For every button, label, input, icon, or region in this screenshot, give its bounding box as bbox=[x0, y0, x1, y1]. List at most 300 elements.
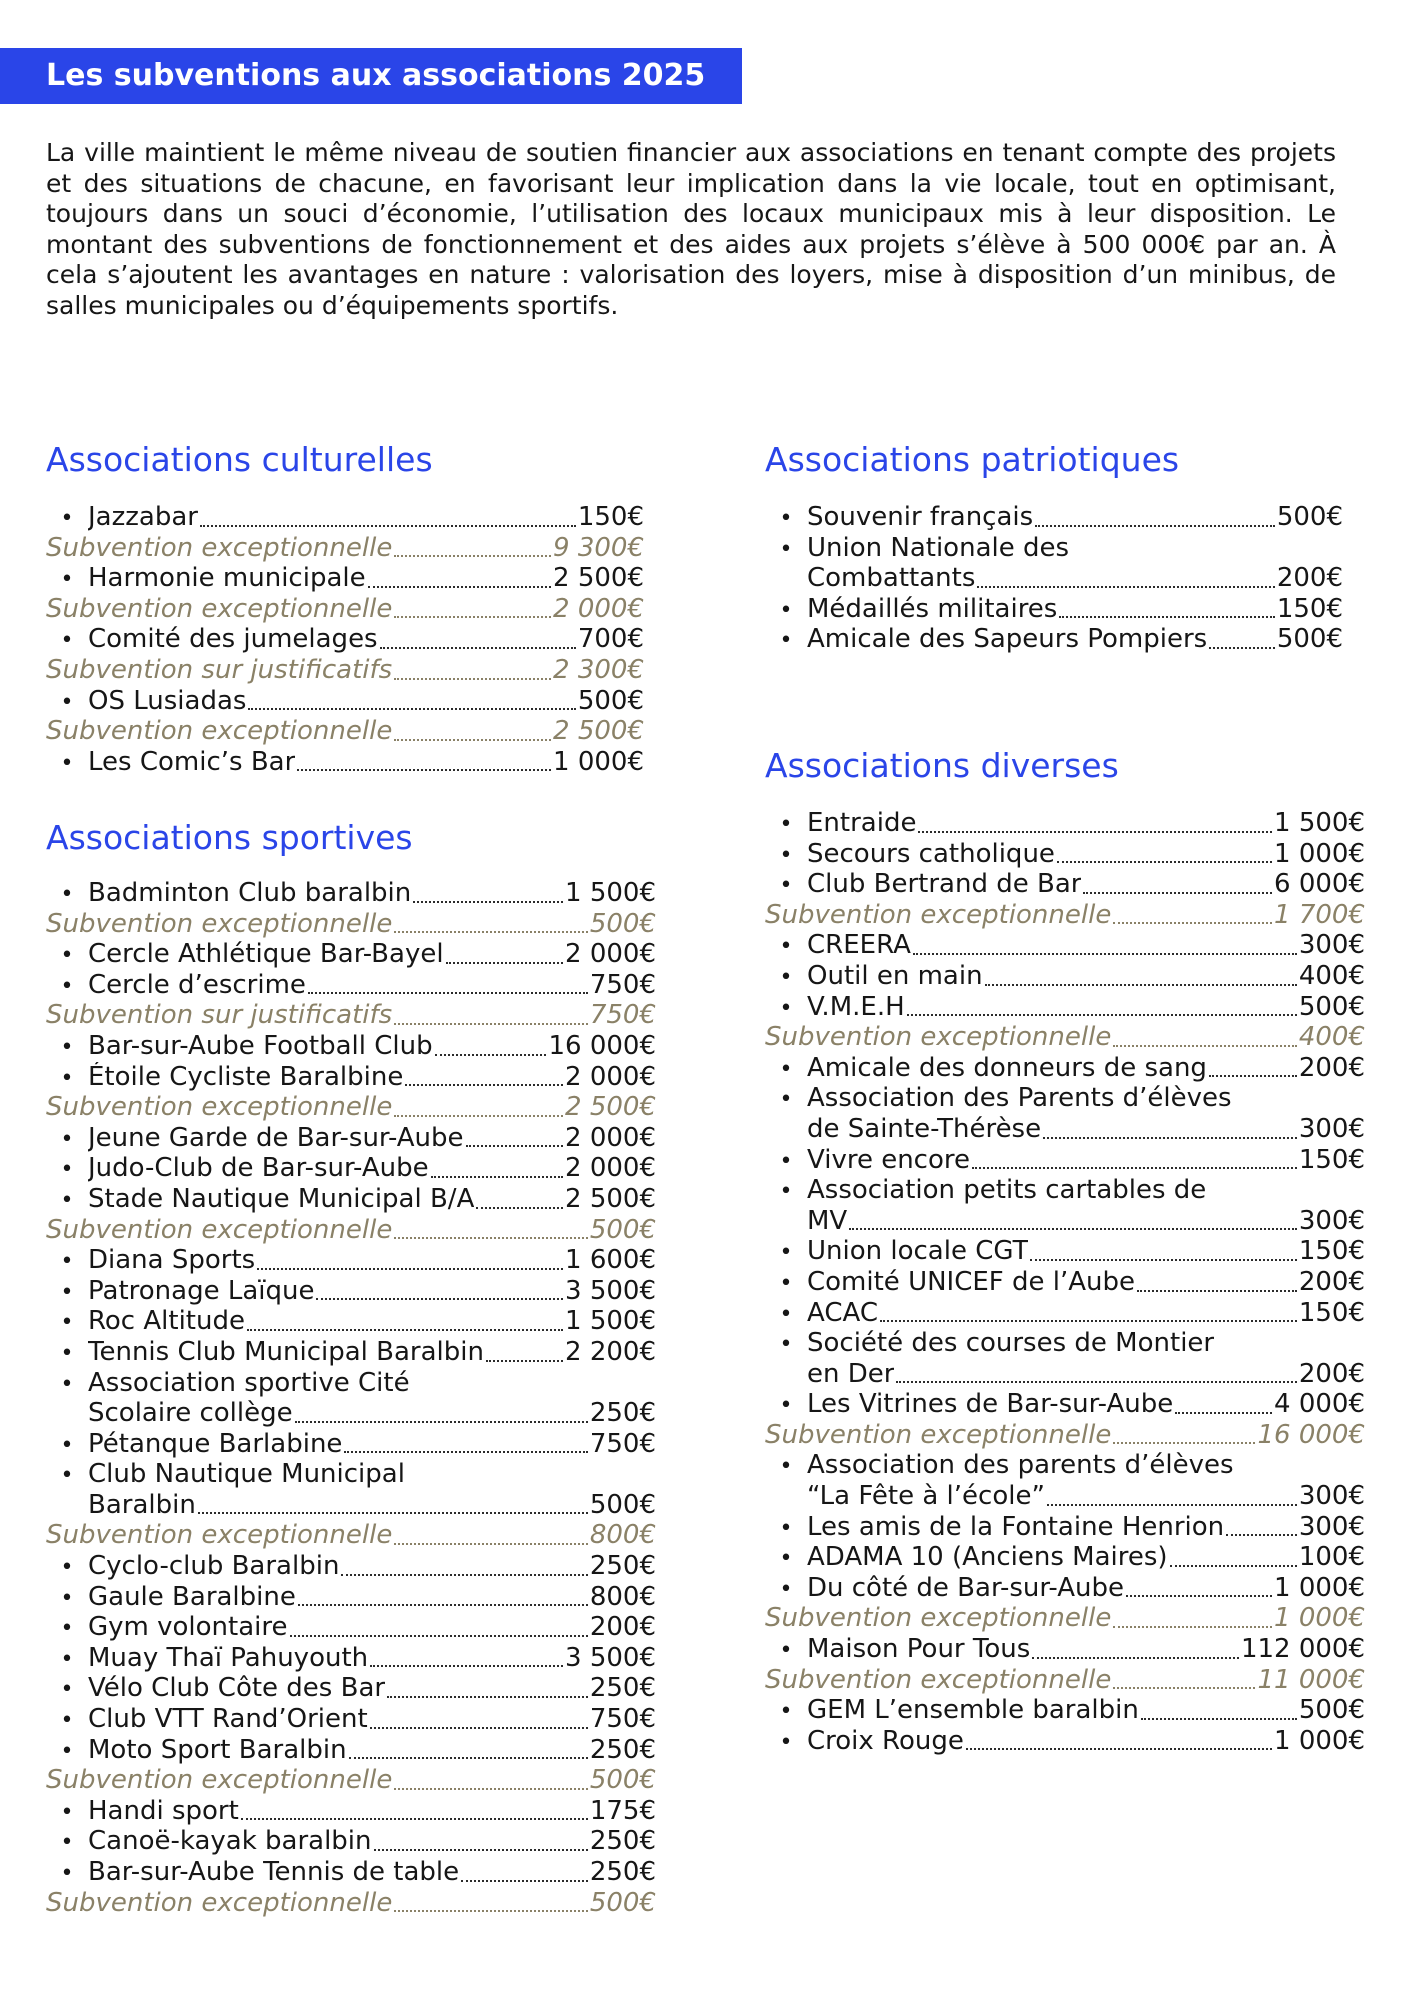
dot-leader bbox=[1047, 1504, 1297, 1506]
subsidy-type: Subvention exceptionnelle bbox=[765, 1022, 1112, 1053]
subsidy-amount: 200€ bbox=[1298, 1266, 1365, 1297]
dot-leader bbox=[370, 1727, 588, 1729]
association-name: Roc Altitude bbox=[88, 1306, 245, 1337]
dot-leader bbox=[1113, 922, 1272, 924]
dot-leader bbox=[200, 525, 576, 527]
association-row bbox=[46, 939, 656, 970]
subsidy-amount: 750€ bbox=[589, 969, 656, 1000]
subsidy-amount: 700€ bbox=[577, 624, 644, 655]
association-row bbox=[765, 1726, 1365, 1757]
association-row bbox=[46, 1582, 656, 1613]
association-row bbox=[765, 1389, 1365, 1420]
association-name-continued: Combattants bbox=[807, 563, 976, 594]
subsidy-amount: 150€ bbox=[1276, 593, 1343, 624]
subsidy-amount: 250€ bbox=[589, 1857, 656, 1887]
association-name: Cyclo-club Baralbin bbox=[88, 1551, 340, 1582]
association-row bbox=[46, 1704, 656, 1735]
special-subsidy-row bbox=[46, 909, 656, 940]
association-name: Amicale des donneurs de sang bbox=[807, 1052, 1207, 1083]
subsidy-amount: 1 500€ bbox=[565, 878, 656, 908]
bullet-icon: • bbox=[779, 597, 793, 623]
dot-leader bbox=[1113, 1045, 1297, 1047]
association-name: Étoile Cycliste Baralbine bbox=[88, 1061, 404, 1092]
bullet-icon: • bbox=[60, 750, 74, 776]
subsidy-amount: 2 000€ bbox=[565, 1153, 656, 1184]
section-heading: Associations sportives bbox=[46, 818, 413, 857]
association-name: Badminton Club baralbin bbox=[88, 878, 412, 908]
subsidy-amount: 400€ bbox=[1298, 960, 1365, 991]
subsidy-amount: 300€ bbox=[1298, 1511, 1365, 1542]
special-subsidy-row bbox=[765, 1022, 1365, 1053]
association-row bbox=[46, 1643, 656, 1674]
special-subsidy-row bbox=[46, 1888, 656, 1919]
dot-leader bbox=[1170, 1565, 1297, 1567]
association-name: Souvenir français bbox=[807, 502, 1034, 532]
association-name: Association des parents d’élèves bbox=[807, 1450, 1234, 1481]
dot-leader bbox=[394, 1910, 588, 1912]
bullet-icon: • bbox=[60, 1677, 74, 1703]
subsidy-amount: 500€ bbox=[1276, 502, 1343, 532]
association-name: Comité des jumelages bbox=[88, 624, 378, 655]
dot-leader bbox=[341, 1574, 587, 1576]
dot-leader bbox=[446, 962, 563, 964]
bullet-icon: • bbox=[60, 1279, 74, 1305]
association-list bbox=[46, 502, 644, 777]
bullet-icon: • bbox=[60, 1830, 74, 1856]
bullet-icon: • bbox=[60, 1616, 74, 1642]
bullet-icon: • bbox=[60, 1065, 74, 1091]
special-subsidy-row bbox=[46, 655, 644, 686]
bullet-icon: • bbox=[60, 1157, 74, 1183]
dot-leader bbox=[476, 1207, 563, 1209]
bullet-icon: • bbox=[779, 1699, 793, 1725]
dot-leader bbox=[1113, 1626, 1272, 1628]
dot-leader bbox=[907, 1014, 1297, 1016]
association-row bbox=[46, 1551, 656, 1582]
association-name: OS Lusiadas bbox=[88, 685, 247, 716]
association-name: ACAC bbox=[807, 1297, 878, 1328]
dot-leader bbox=[1141, 1718, 1297, 1720]
subsidy-amount: 250€ bbox=[589, 1551, 656, 1582]
subsidy-type: Subvention exceptionnelle bbox=[46, 532, 393, 563]
section-associations-sportives bbox=[46, 818, 656, 1918]
bullet-icon: • bbox=[60, 567, 74, 593]
association-row bbox=[765, 992, 1365, 1023]
subsidy-amount: 1 000€ bbox=[1274, 1725, 1365, 1756]
association-row bbox=[46, 624, 644, 655]
dot-leader bbox=[1175, 1412, 1272, 1414]
bullet-icon: • bbox=[779, 812, 793, 837]
association-row-continued bbox=[46, 1490, 656, 1521]
subsidy-amount: 6 000€ bbox=[1274, 869, 1365, 900]
bullet-icon: • bbox=[779, 1638, 793, 1664]
association-row bbox=[765, 533, 1343, 564]
association-name: Moto Sport Baralbin bbox=[88, 1734, 347, 1765]
subsidy-amount: 400€ bbox=[1298, 1022, 1365, 1053]
subsidy-amount: 200€ bbox=[1298, 1358, 1365, 1389]
special-subsidy-row bbox=[46, 533, 644, 564]
association-row bbox=[46, 1306, 656, 1337]
bullet-icon: • bbox=[60, 1646, 74, 1672]
special-subsidy-row bbox=[765, 1665, 1365, 1696]
bullet-icon: • bbox=[779, 1240, 793, 1266]
dot-leader bbox=[316, 1298, 563, 1300]
subsidy-amount: 4 000€ bbox=[1274, 1389, 1365, 1420]
association-row bbox=[46, 878, 656, 909]
subsidy-amount: 1 500€ bbox=[565, 1306, 656, 1337]
bullet-icon: • bbox=[60, 1371, 74, 1397]
dot-leader bbox=[308, 992, 588, 994]
association-row bbox=[765, 961, 1365, 992]
special-subsidy-row bbox=[46, 594, 644, 625]
bullet-icon: • bbox=[779, 1546, 793, 1572]
subsidy-amount: 2 000€ bbox=[565, 1122, 656, 1153]
bullet-icon: • bbox=[779, 1515, 793, 1541]
association-name: Tennis Club Municipal Baralbin bbox=[88, 1336, 484, 1367]
bullet-icon: • bbox=[779, 995, 793, 1021]
bullet-icon: • bbox=[60, 973, 74, 999]
intro-paragraph: La ville maintient le même niveau de soutien financier aux associations en tenant compte des projets et des situations de chacune, en favorisant leur implication dans la vie locale, tout en optimisant, toujours dans un souci d’économie, l’utilisation des locaux municipaux mis à leur disposition. Le montant des subventions de fonctionnement et des aides aux projets s’élève à 500 000€ par an. À cela s’ajoutent les avantages en nature : valorisation des loyers, mise à disposition d’un minibus, de salles municipales ou d’équipements sportifs. bbox=[46, 138, 1336, 320]
dot-leader bbox=[1126, 1595, 1272, 1597]
association-name: Union locale CGT bbox=[807, 1236, 1029, 1267]
association-name: Maison Pour Tous bbox=[807, 1634, 1031, 1665]
dot-leader bbox=[413, 901, 563, 903]
bullet-icon: • bbox=[60, 1034, 74, 1060]
dot-leader bbox=[1137, 1290, 1297, 1292]
association-name: Les Comic’s Bar bbox=[88, 746, 296, 777]
subsidy-amount: 500€ bbox=[1276, 624, 1343, 655]
subsidy-amount: 300€ bbox=[1298, 930, 1365, 961]
subsidy-amount: 500€ bbox=[1298, 1695, 1365, 1726]
dot-leader bbox=[394, 1115, 563, 1117]
association-row-continued bbox=[765, 1359, 1365, 1390]
association-name: Club VTT Rand’Orient bbox=[88, 1704, 368, 1735]
association-row bbox=[46, 686, 644, 717]
page-title: Les subventions aux associations 2025 bbox=[0, 48, 742, 104]
special-subsidy-row bbox=[765, 1420, 1365, 1451]
dot-leader bbox=[394, 616, 551, 618]
bullet-icon: • bbox=[60, 1187, 74, 1213]
association-name: Stade Nautique Municipal B/A bbox=[88, 1183, 475, 1214]
subsidy-type: Subvention exceptionnelle bbox=[46, 908, 393, 939]
bullet-icon: • bbox=[779, 628, 793, 654]
dot-leader bbox=[247, 1329, 563, 1331]
bullet-icon: • bbox=[60, 1708, 74, 1734]
dot-leader bbox=[394, 739, 551, 741]
dot-leader bbox=[849, 1228, 1297, 1230]
association-row bbox=[46, 1459, 656, 1490]
bullet-icon: • bbox=[60, 1126, 74, 1152]
dot-leader bbox=[368, 586, 551, 588]
subsidy-amount: 1 000€ bbox=[553, 746, 644, 777]
association-row bbox=[765, 1573, 1365, 1604]
dot-leader bbox=[298, 1604, 588, 1606]
subsidy-amount: 300€ bbox=[1298, 1205, 1365, 1236]
dot-leader bbox=[435, 1054, 547, 1056]
bullet-icon: • bbox=[779, 1270, 793, 1296]
association-name: Amicale des Sapeurs Pompiers bbox=[807, 624, 1208, 655]
association-name: Cercle d’escrime bbox=[88, 969, 306, 1000]
association-row bbox=[765, 1083, 1365, 1114]
association-name: Club Nautique Municipal bbox=[88, 1459, 405, 1490]
association-row bbox=[46, 1673, 656, 1704]
bullet-icon: • bbox=[60, 628, 74, 654]
bullet-icon: • bbox=[779, 1179, 793, 1205]
dot-leader bbox=[295, 1421, 588, 1423]
bullet-icon: • bbox=[779, 964, 793, 990]
association-name: Judo-Club de Bar-sur-Aube bbox=[88, 1153, 429, 1184]
special-subsidy-row bbox=[765, 900, 1365, 931]
dot-leader bbox=[387, 1696, 588, 1698]
dot-leader bbox=[1113, 1687, 1255, 1689]
association-name: Outil en main bbox=[807, 960, 983, 991]
association-row bbox=[765, 1053, 1365, 1084]
association-name: Club Bertrand de Bar bbox=[807, 869, 1082, 900]
bullet-icon: • bbox=[779, 1301, 793, 1327]
association-name: Secours catholique bbox=[807, 838, 1055, 869]
dot-leader bbox=[394, 1788, 588, 1790]
association-row bbox=[765, 930, 1365, 961]
association-name: Du côté de Bar-sur-Aube bbox=[807, 1572, 1124, 1603]
association-name: Entraide bbox=[807, 808, 917, 838]
association-name: Vélo Club Côte des Bar bbox=[88, 1673, 386, 1704]
subsidy-type: Subvention exceptionnelle bbox=[765, 1664, 1112, 1695]
subsidy-amount: 2 000€ bbox=[565, 1061, 656, 1092]
association-name: GEM L’ensemble baralbin bbox=[807, 1695, 1139, 1726]
subsidy-amount: 3 500€ bbox=[565, 1275, 656, 1306]
association-row bbox=[765, 869, 1365, 900]
association-row-continued bbox=[765, 1481, 1365, 1512]
association-row bbox=[46, 1184, 656, 1215]
subsidy-amount: 500€ bbox=[589, 1489, 656, 1520]
bullet-icon: • bbox=[779, 873, 793, 899]
dot-leader bbox=[290, 1635, 588, 1637]
dot-leader bbox=[394, 678, 551, 680]
association-row bbox=[765, 1267, 1365, 1298]
subsidy-type: Subvention sur justificatifs bbox=[46, 654, 393, 685]
dot-leader bbox=[486, 1360, 563, 1362]
bullet-icon: • bbox=[60, 689, 74, 715]
association-row bbox=[46, 1612, 656, 1643]
subsidy-type: Subvention exceptionnelle bbox=[46, 1765, 393, 1796]
bullet-icon: • bbox=[779, 1087, 793, 1113]
bullet-icon: • bbox=[779, 1148, 793, 1174]
dot-leader bbox=[880, 1320, 1297, 1322]
dot-leader bbox=[380, 647, 576, 649]
dot-leader bbox=[297, 769, 551, 771]
association-row bbox=[765, 1695, 1365, 1726]
bullet-icon: • bbox=[60, 1340, 74, 1366]
subsidy-amount: 150€ bbox=[577, 502, 644, 532]
subsidy-amount: 1 000€ bbox=[1274, 1572, 1365, 1603]
association-row bbox=[765, 839, 1365, 870]
subsidy-type: Subvention exceptionnelle bbox=[46, 1520, 393, 1551]
association-name: Jeune Garde de Bar-sur-Aube bbox=[88, 1122, 464, 1153]
association-row-continued bbox=[765, 1206, 1365, 1237]
dot-leader bbox=[1043, 1137, 1297, 1139]
bullet-icon: • bbox=[779, 506, 793, 531]
association-name: V.M.E.H bbox=[807, 991, 905, 1022]
subsidy-amount: 3 500€ bbox=[565, 1642, 656, 1673]
dot-leader bbox=[370, 1665, 563, 1667]
association-name: Harmonie municipale bbox=[88, 563, 366, 594]
dot-leader bbox=[918, 831, 1272, 833]
section-heading: Associations diverses bbox=[765, 746, 1119, 785]
dot-leader bbox=[394, 555, 551, 557]
subsidy-amount: 200€ bbox=[1276, 563, 1343, 594]
association-name-continued: “La Fête à l’école” bbox=[807, 1481, 1045, 1512]
dot-leader bbox=[913, 953, 1297, 955]
special-subsidy-row bbox=[46, 1215, 656, 1246]
association-row bbox=[46, 1062, 656, 1093]
section-heading: Associations culturelles bbox=[46, 440, 433, 479]
subsidy-amount: 300€ bbox=[1298, 1113, 1365, 1144]
association-row bbox=[46, 1153, 656, 1184]
association-row bbox=[46, 1245, 656, 1276]
subsidy-amount: 250€ bbox=[589, 1734, 656, 1765]
subsidy-type: Subvention sur justificatifs bbox=[46, 1000, 393, 1031]
bullet-icon: • bbox=[60, 882, 74, 907]
subsidy-amount: 1 000€ bbox=[1274, 838, 1365, 869]
dot-leader bbox=[374, 1849, 588, 1851]
subsidy-amount: 200€ bbox=[589, 1612, 656, 1643]
subsidy-amount: 500€ bbox=[589, 1214, 656, 1245]
section-associations-patriotiques bbox=[765, 440, 1343, 655]
association-row bbox=[765, 594, 1343, 625]
association-name: Pétanque Barlabine bbox=[88, 1428, 343, 1459]
dot-leader bbox=[1030, 1259, 1296, 1261]
dot-leader bbox=[248, 708, 575, 710]
association-row bbox=[46, 747, 644, 778]
subsidy-amount: 2 500€ bbox=[565, 1183, 656, 1214]
association-row-continued bbox=[46, 1398, 656, 1429]
special-subsidy-row bbox=[46, 716, 644, 747]
dot-leader bbox=[241, 1818, 588, 1820]
association-name: Union Nationale des bbox=[807, 532, 1070, 563]
association-name: Les Vitrines de Bar-sur-Aube bbox=[807, 1389, 1174, 1420]
association-row bbox=[46, 1276, 656, 1307]
association-row bbox=[765, 1145, 1365, 1176]
bullet-icon: • bbox=[60, 1738, 74, 1764]
dot-leader bbox=[1057, 861, 1272, 863]
association-name: Association petits cartables de bbox=[807, 1175, 1207, 1206]
association-row bbox=[765, 1634, 1365, 1665]
subsidy-amount: 2 000€ bbox=[565, 939, 656, 970]
subsidy-amount: 11 000€ bbox=[1257, 1664, 1365, 1695]
bullet-icon: • bbox=[779, 1576, 793, 1602]
bullet-icon: • bbox=[779, 934, 793, 960]
section-associations-diverses bbox=[765, 746, 1365, 1756]
association-row bbox=[46, 1429, 656, 1460]
subsidy-amount: 2 000€ bbox=[553, 593, 644, 624]
subsidy-amount: 500€ bbox=[1298, 991, 1365, 1022]
association-name: Les amis de la Fontaine Henrion bbox=[807, 1511, 1225, 1542]
association-row bbox=[46, 970, 656, 1001]
association-name: Muay Thaï Pahuyouth bbox=[88, 1642, 369, 1673]
association-name: Gaule Baralbine bbox=[88, 1581, 296, 1612]
dot-leader bbox=[257, 1268, 563, 1270]
association-row bbox=[765, 1512, 1365, 1543]
association-list bbox=[46, 878, 656, 1918]
dot-leader bbox=[198, 1512, 588, 1514]
bullet-icon: • bbox=[779, 1393, 793, 1419]
subsidy-amount: 500€ bbox=[589, 908, 656, 939]
association-name: Association sportive Cité bbox=[88, 1367, 410, 1398]
association-name: Bar-sur-Aube Football Club bbox=[88, 1030, 433, 1061]
association-row bbox=[46, 1796, 656, 1827]
dot-leader bbox=[394, 1543, 588, 1545]
dot-leader bbox=[1209, 1075, 1297, 1077]
dot-leader bbox=[972, 1167, 1297, 1169]
subsidy-amount: 750€ bbox=[589, 1704, 656, 1735]
subsidy-amount: 300€ bbox=[1298, 1481, 1365, 1512]
dot-leader bbox=[985, 984, 1297, 986]
bullet-icon: • bbox=[60, 1861, 74, 1886]
association-row bbox=[46, 1735, 656, 1766]
bullet-icon: • bbox=[60, 1463, 74, 1489]
association-row bbox=[765, 808, 1365, 839]
subsidy-amount: 500€ bbox=[589, 1887, 656, 1918]
subsidy-amount: 150€ bbox=[1298, 1144, 1365, 1175]
subsidy-type: Subvention exceptionnelle bbox=[765, 899, 1112, 930]
dot-leader bbox=[344, 1451, 587, 1453]
subsidy-amount: 2 200€ bbox=[565, 1336, 656, 1367]
section-heading: Associations patriotiques bbox=[765, 440, 1180, 479]
subsidy-amount: 800€ bbox=[589, 1520, 656, 1551]
dot-leader bbox=[1032, 1657, 1239, 1659]
dot-leader bbox=[1035, 525, 1275, 527]
dot-leader bbox=[394, 1023, 588, 1025]
dot-leader bbox=[394, 931, 588, 933]
association-row bbox=[46, 1857, 656, 1888]
subsidy-amount: 1 600€ bbox=[565, 1245, 656, 1276]
subsidy-type: Subvention exceptionnelle bbox=[46, 1887, 393, 1918]
association-row bbox=[46, 1368, 656, 1399]
dot-leader bbox=[405, 1084, 563, 1086]
subsidy-type: Subvention exceptionnelle bbox=[46, 1214, 393, 1245]
association-name-continued: de Sainte-Thérèse bbox=[807, 1113, 1042, 1144]
subsidy-amount: 250€ bbox=[589, 1673, 656, 1704]
subsidy-amount: 250€ bbox=[589, 1826, 656, 1857]
subsidy-amount: 150€ bbox=[1298, 1297, 1365, 1328]
bullet-icon: • bbox=[779, 1454, 793, 1480]
association-row bbox=[765, 1175, 1365, 1206]
association-name: Handi sport bbox=[88, 1795, 239, 1826]
subsidy-type: Subvention exceptionnelle bbox=[46, 593, 393, 624]
association-name: Diana Sports bbox=[88, 1245, 256, 1276]
subsidy-amount: 16 000€ bbox=[548, 1030, 656, 1061]
subsidy-amount: 750€ bbox=[589, 1000, 656, 1031]
association-name: Comité UNICEF de l’Aube bbox=[807, 1266, 1136, 1297]
subsidy-amount: 200€ bbox=[1298, 1052, 1365, 1083]
association-row-continued bbox=[765, 1114, 1365, 1145]
subsidy-amount: 2 500€ bbox=[553, 563, 644, 594]
subsidy-amount: 1 500€ bbox=[1274, 808, 1365, 838]
association-row bbox=[765, 624, 1343, 655]
dot-leader bbox=[431, 1176, 563, 1178]
subsidy-amount: 2 500€ bbox=[553, 716, 644, 747]
subsidy-amount: 9 300€ bbox=[553, 532, 644, 563]
dot-leader bbox=[466, 1145, 563, 1147]
association-row bbox=[46, 1337, 656, 1368]
subsidy-amount: 250€ bbox=[589, 1398, 656, 1429]
subsidy-type: Subvention exceptionnelle bbox=[46, 1092, 393, 1123]
dot-leader bbox=[1059, 616, 1274, 618]
association-name: Médaillés militaires bbox=[807, 593, 1058, 624]
subsidy-amount: 175€ bbox=[589, 1795, 656, 1826]
association-row bbox=[765, 1236, 1365, 1267]
subsidy-type: Subvention exceptionnelle bbox=[46, 716, 393, 747]
